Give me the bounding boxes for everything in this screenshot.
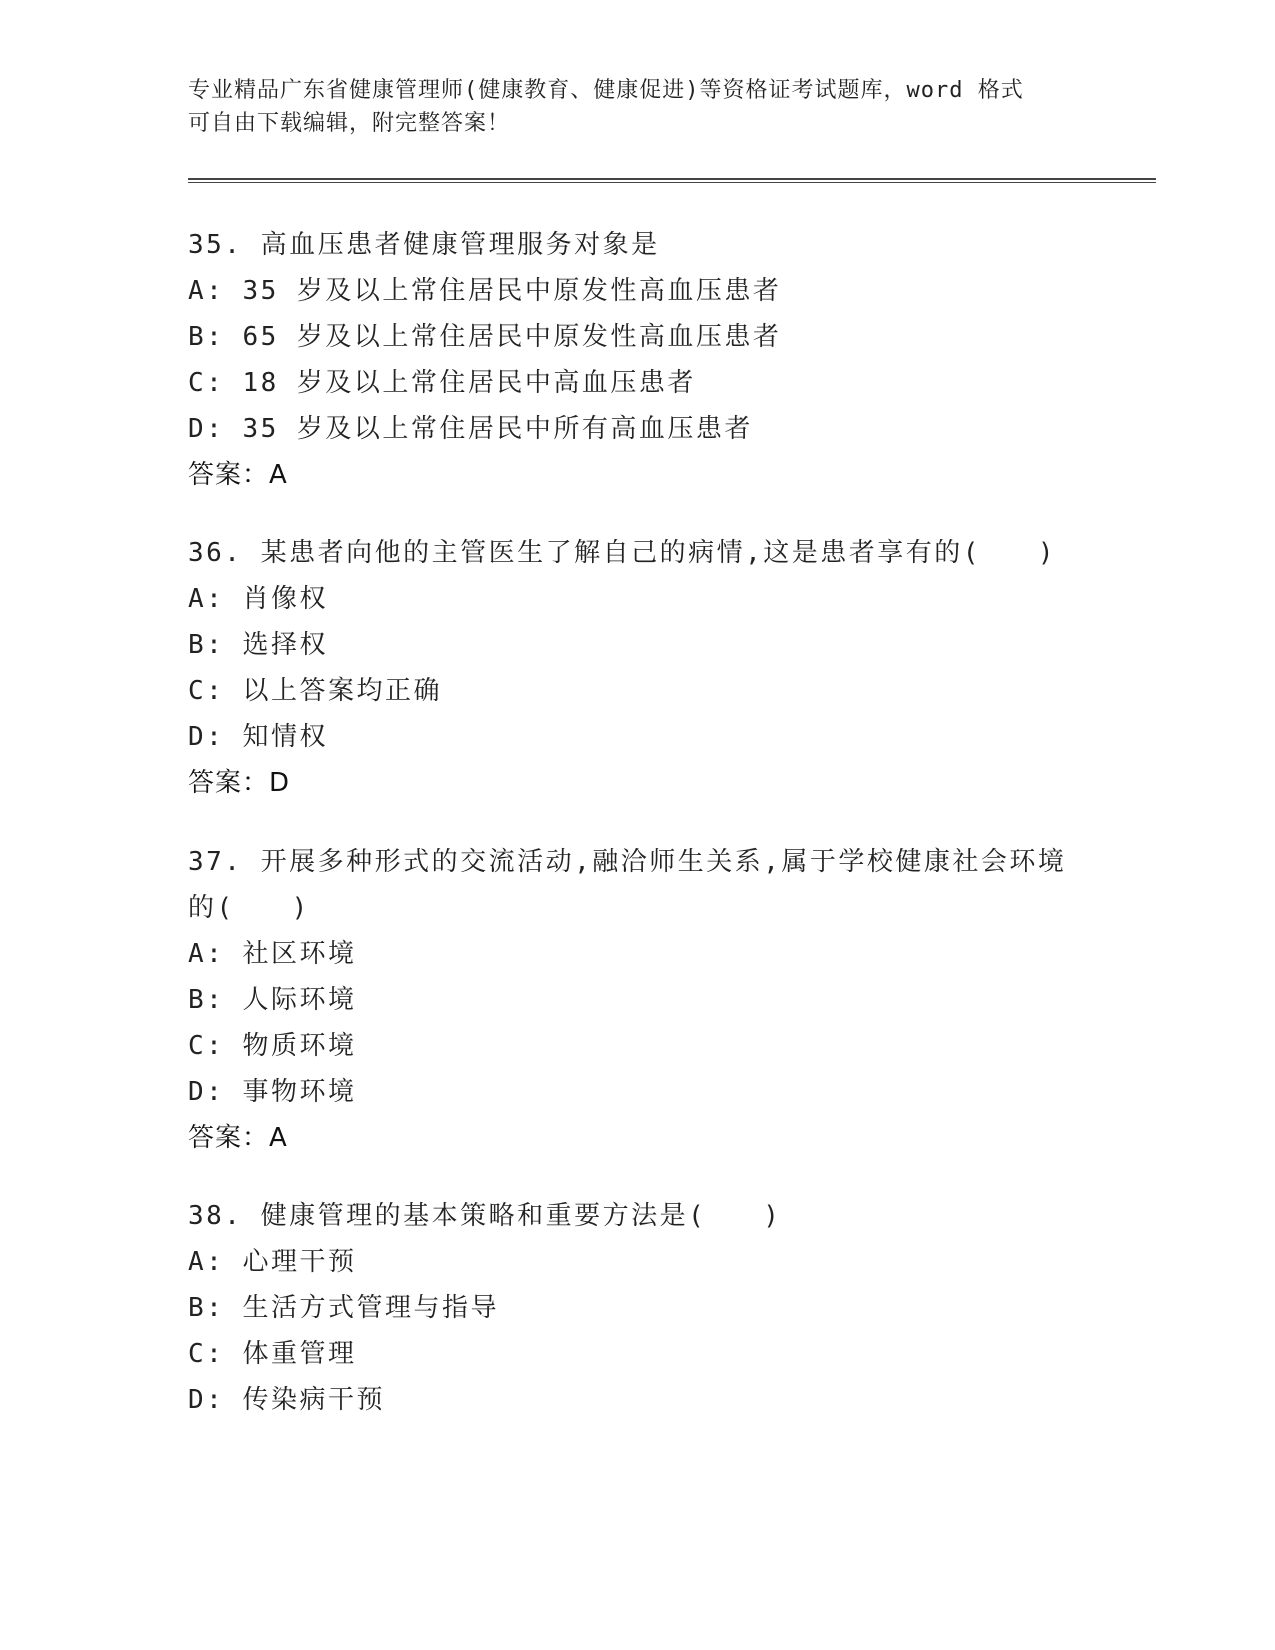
option-d: D: 传染病干预 xyxy=(188,1385,385,1415)
option-a: A: 肖像权 xyxy=(188,584,328,614)
document-header xyxy=(188,74,1088,140)
option-c: C: 以上答案均正确 xyxy=(188,676,442,706)
option-d: D: 知情权 xyxy=(188,722,328,752)
option-b: B: 生活方式管理与指导 xyxy=(188,1293,499,1323)
question-35 xyxy=(188,222,1068,498)
question-36 xyxy=(188,530,1068,806)
option-c: C: 体重管理 xyxy=(188,1339,357,1369)
answer: 答案：D xyxy=(188,768,291,798)
option-a: A: 社区环境 xyxy=(188,939,357,969)
question-stem: 37. 开展多种形式的交流活动,融洽师生关系,属于学校健康社会环境 xyxy=(188,847,1067,877)
option-b: B: 选择权 xyxy=(188,630,328,660)
answer: 答案：A xyxy=(188,460,288,490)
question-stem: 36. 某患者向他的主管医生了解自己的病情,这是患者享有的( ) xyxy=(188,538,1057,568)
answer: 答案：A xyxy=(188,1123,288,1153)
option-a: A: 35 岁及以上常住居民中原发性高血压患者 xyxy=(188,276,782,306)
header-line-2: 可自由下载编辑，附完整答案！ xyxy=(188,111,511,136)
option-c: C: 18 岁及以上常住居民中高血压患者 xyxy=(188,368,696,398)
question-stem: 38. 健康管理的基本策略和重要方法是( ) xyxy=(188,1201,782,1231)
question-stem: 35. 高血压患者健康管理服务对象是 xyxy=(188,230,660,260)
option-a: A: 心理干预 xyxy=(188,1247,357,1277)
option-d: D: 35 岁及以上常住居民中所有高血压患者 xyxy=(188,414,753,444)
option-d: D: 事物环境 xyxy=(188,1077,357,1107)
question-stem-continued: 的( ) xyxy=(188,893,310,923)
question-38 xyxy=(188,1193,1068,1423)
option-c: C: 物质环境 xyxy=(188,1031,357,1061)
question-37 xyxy=(188,839,1068,1161)
option-b: B: 人际环境 xyxy=(188,985,357,1015)
header-line-1: 专业精品广东省健康管理师(健康教育、健康促进)等资格证考试题库，word 格式 xyxy=(188,78,1024,103)
option-b: B: 65 岁及以上常住居民中原发性高血压患者 xyxy=(188,322,782,352)
header-divider xyxy=(188,178,1156,183)
